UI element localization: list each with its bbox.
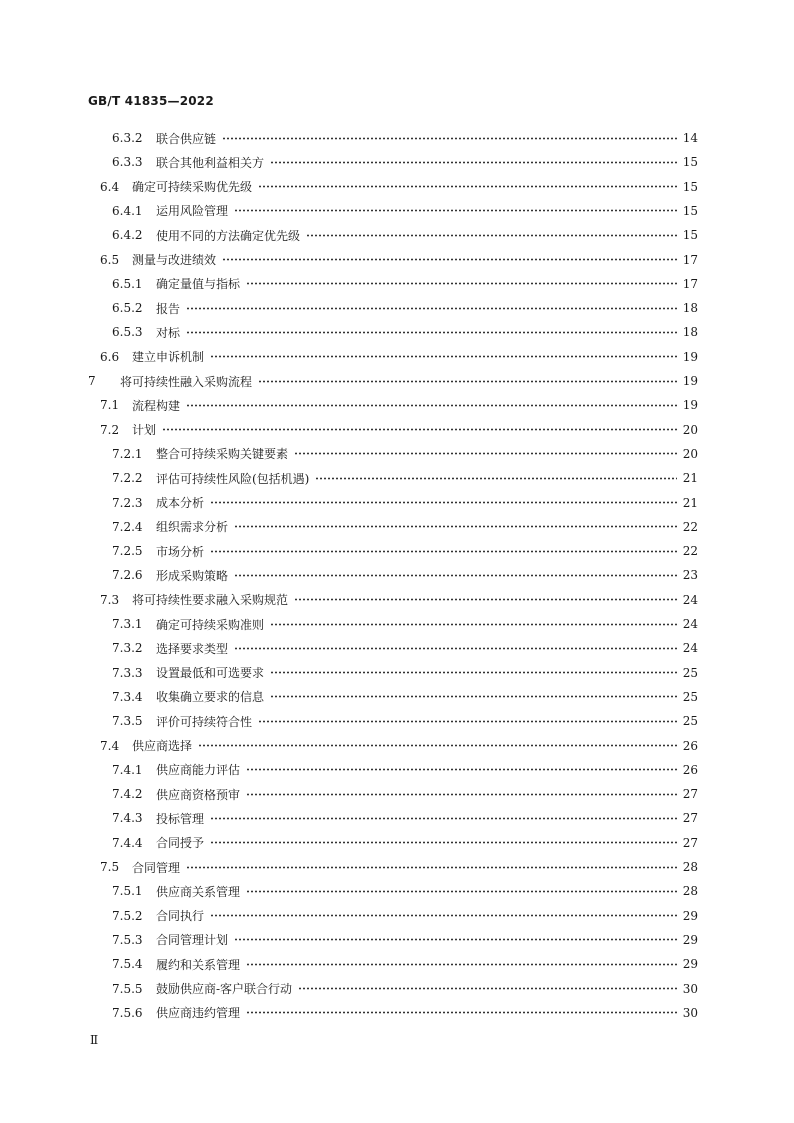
toc-entry[interactable]	[112, 977, 698, 1001]
toc-entry-title: 供应商违约管理	[156, 1006, 241, 1021]
toc-entry[interactable]	[112, 563, 698, 587]
toc-entry-title: 合同管理	[132, 860, 181, 875]
toc-entry-number: 7.5.6	[112, 1005, 143, 1020]
toc-entry-page: 21	[682, 495, 698, 510]
toc-dot-leader	[298, 987, 677, 990]
toc-entry[interactable]	[100, 734, 698, 758]
toc-entry-number: 7.5.1	[112, 884, 143, 899]
toc-entry-title: 成本分析	[156, 496, 205, 510]
toc-entry[interactable]	[112, 296, 698, 320]
toc-entry-title: 设置最低和可选要求	[156, 666, 265, 681]
toc-entry-page: 27	[682, 811, 698, 826]
toc-entry-title: 测量与改进绩效	[132, 253, 217, 267]
toc-entry-number: 7.2.2	[112, 471, 143, 486]
toc-entry-number: 7.4	[100, 738, 120, 753]
toc-dot-leader	[210, 817, 677, 820]
toc-entry-title: 鼓励供应商-客户联合行动	[156, 982, 293, 996]
toc-entry-title: 收集确立要求的信息	[156, 690, 265, 705]
toc-entry-number: 6.3.3	[112, 155, 143, 170]
toc-entry-title: 合同管理计划	[156, 933, 229, 948]
toc-entry-title: 运用风险管理	[156, 204, 229, 219]
toc-entry-number: 6.4	[100, 179, 120, 194]
toc-entry-number: 7.4.3	[112, 811, 143, 826]
toc-entry-page: 21	[682, 471, 698, 486]
toc-entry-page: 15	[682, 228, 698, 243]
toc-entry-page: 29	[682, 957, 698, 972]
toc-entry-page: 30	[682, 981, 698, 996]
toc-dot-leader	[315, 477, 676, 480]
toc-dot-leader	[210, 841, 677, 844]
toc-entry-title: 报告	[156, 301, 181, 316]
toc-dot-leader	[270, 671, 677, 674]
toc-dot-leader	[246, 282, 677, 285]
toc-entry[interactable]	[112, 320, 698, 344]
toc-dot-leader	[246, 1011, 677, 1014]
toc-entry-page: 14	[682, 131, 698, 145]
toc-dot-leader	[198, 744, 677, 747]
toc-entry[interactable]	[100, 588, 698, 612]
toc-entry-page: 18	[682, 325, 698, 340]
toc-dot-leader	[234, 647, 677, 650]
toc-entry-page: 17	[682, 276, 698, 291]
toc-entry[interactable]	[112, 952, 698, 976]
toc-dot-leader	[210, 501, 677, 504]
page-number-footer: Ⅱ	[90, 1033, 99, 1047]
toc-entry-title: 将可持续性融入采购流程	[120, 374, 253, 389]
toc-dot-leader	[162, 428, 677, 431]
toc-entry[interactable]	[112, 758, 698, 782]
toc-entry-number: 7	[88, 374, 96, 388]
toc-dot-leader	[294, 598, 677, 601]
toc-entry-page: 24	[682, 617, 698, 631]
toc-dot-leader	[306, 234, 677, 237]
toc-dot-leader	[234, 209, 677, 212]
toc-entry-page: 15	[682, 155, 698, 170]
toc-entry[interactable]	[112, 661, 698, 685]
toc-entry-number: 6.6	[100, 349, 120, 364]
toc-entry[interactable]	[112, 126, 698, 150]
toc-entry-title: 选择要求类型	[156, 641, 229, 656]
toc-entry[interactable]	[112, 806, 698, 830]
toc-entry[interactable]	[112, 272, 698, 296]
toc-entry-title: 市场分析	[156, 544, 205, 559]
toc-dot-leader	[246, 963, 677, 966]
toc-entry[interactable]	[112, 831, 698, 855]
toc-entry[interactable]	[112, 636, 698, 660]
toc-entry-page: 27	[682, 787, 698, 802]
toc-dot-leader	[210, 914, 677, 917]
toc-entry-number: 7.3.2	[112, 641, 143, 656]
toc-entry-title: 供应商关系管理	[156, 884, 241, 899]
toc-dot-leader	[222, 137, 677, 140]
toc-dot-leader	[258, 185, 677, 188]
toc-entry-number: 7.5.4	[112, 957, 143, 972]
toc-entry-title: 整合可持续采购关键要素	[156, 447, 289, 462]
toc-entry[interactable]	[100, 345, 698, 369]
toc-entry-title: 建立申诉机制	[132, 350, 205, 365]
toc-entry-page: 20	[682, 446, 698, 461]
toc-entry-page: 15	[682, 179, 698, 194]
toc-dot-leader	[246, 793, 677, 796]
toc-dot-leader	[270, 161, 677, 164]
toc-entry-page: 18	[682, 301, 698, 316]
toc-entry-number: 7.3.4	[112, 689, 143, 704]
toc-entry-page: 23	[682, 568, 698, 583]
toc-entry[interactable]	[100, 418, 698, 442]
toc-entry-title: 组织需求分析	[156, 520, 229, 535]
toc-dot-leader	[210, 550, 677, 553]
toc-entry-title: 流程构建	[132, 398, 181, 413]
toc-entry-page: 25	[682, 714, 698, 729]
toc-dot-leader	[186, 404, 677, 407]
toc-entry-page: 22	[682, 519, 698, 534]
toc-entry-number: 7.5.3	[112, 932, 143, 947]
toc-entry-number: 6.4.1	[112, 203, 143, 218]
toc-entry-number: 7.2.3	[112, 495, 143, 510]
toc-entry-page: 19	[682, 374, 698, 388]
toc-entry-number: 7.4.1	[112, 762, 143, 777]
toc-dot-leader	[246, 890, 677, 893]
toc-entry-title: 供应商能力评估	[156, 763, 241, 778]
toc-entry-number: 7.3	[100, 592, 120, 607]
toc-entry-page: 26	[682, 738, 698, 753]
toc-entry[interactable]	[100, 855, 698, 879]
toc-entry-title: 合同执行	[156, 909, 205, 924]
toc-entry-title: 投标管理	[156, 811, 205, 826]
toc-entry-title: 使用不同的方法确定优先级	[156, 228, 301, 243]
toc-entry-title: 评估可持续性风险(包括机遇)	[156, 471, 310, 486]
toc-dot-leader	[186, 331, 677, 334]
toc-entry[interactable]	[112, 491, 698, 515]
toc-entry[interactable]	[112, 685, 698, 709]
toc-entry[interactable]	[112, 709, 698, 733]
toc-entry[interactable]	[100, 175, 698, 199]
toc-entry[interactable]	[100, 393, 698, 417]
toc-dot-leader	[234, 574, 677, 577]
toc-entry-page: 25	[682, 665, 698, 680]
toc-entry-title: 形成采购策略	[156, 568, 229, 583]
toc-entry-title: 供应商选择	[132, 739, 193, 753]
toc-entry[interactable]	[112, 928, 698, 952]
toc-entry-page: 28	[682, 860, 698, 874]
toc-entry-title: 确定可持续采购准则	[156, 617, 265, 632]
toc-entry-number: 7.1	[100, 398, 120, 413]
toc-entry-number: 6.5.2	[112, 301, 143, 316]
toc-entry-page: 19	[682, 398, 698, 413]
toc-entry[interactable]	[112, 612, 698, 636]
toc-dot-leader	[234, 525, 677, 528]
toc-dot-leader	[258, 720, 677, 723]
toc-entry[interactable]	[112, 442, 698, 466]
toc-entry[interactable]	[112, 782, 698, 806]
toc-entry-page: 24	[682, 641, 698, 656]
toc-entry-title: 对标	[156, 325, 181, 340]
toc-entry-page: 15	[682, 203, 698, 218]
toc-entry-title: 联合供应链	[156, 131, 217, 146]
toc-entry-number: 6.5.3	[112, 325, 143, 340]
toc-entry-title: 联合其他利益相关方	[156, 155, 265, 170]
toc-entry-title: 履约和关系管理	[156, 957, 241, 972]
toc-entry-number: 7.2	[100, 422, 120, 437]
toc-entry[interactable]	[112, 1001, 698, 1025]
toc-dot-leader	[270, 695, 677, 698]
toc-dot-leader	[222, 258, 677, 261]
toc-dot-leader	[270, 623, 677, 626]
toc-entry-title: 供应商资格预审	[156, 787, 241, 802]
toc-entry-page: 29	[682, 908, 698, 923]
toc-entry-number: 7.2.6	[112, 568, 143, 583]
toc-entry[interactable]	[88, 369, 698, 393]
toc-entry-page: 17	[682, 252, 698, 267]
toc-entry-title: 计划	[132, 423, 157, 438]
toc-entry-title: 评价可持续符合性	[156, 714, 253, 729]
toc-entry-number: 7.3.3	[112, 665, 143, 680]
toc-dot-leader	[234, 938, 677, 941]
toc-entry-title: 将可持续性要求融入采购规范	[132, 593, 289, 608]
toc-entry-number: 7.2.5	[112, 544, 143, 559]
toc-entry[interactable]	[112, 515, 698, 539]
toc-entry-number: 7.4.2	[112, 787, 143, 802]
toc-entry-page: 30	[682, 1005, 698, 1020]
toc-entry-number: 6.5	[100, 252, 120, 267]
toc-entry[interactable]	[112, 879, 698, 903]
toc-entry[interactable]	[112, 539, 698, 563]
toc-entry-title: 确定可持续采购优先级	[132, 180, 253, 195]
toc-entry-title: 合同授予	[156, 836, 205, 851]
toc-entry-number: 7.5	[100, 860, 120, 874]
toc-entry-number: 7.4.4	[112, 835, 143, 850]
toc-dot-leader	[258, 380, 677, 383]
toc-entry-number: 7.3.1	[112, 617, 143, 631]
toc-entry[interactable]	[100, 248, 698, 272]
toc-entry-page: 25	[682, 689, 698, 704]
toc-entry[interactable]	[112, 466, 698, 490]
toc-entry-page: 22	[682, 544, 698, 559]
toc-dot-leader	[186, 307, 677, 310]
toc-entry[interactable]	[112, 199, 698, 223]
toc-entry-page: 29	[682, 932, 698, 947]
toc-entry-page: 20	[682, 422, 698, 437]
toc-entry-page: 27	[682, 835, 698, 850]
toc-entry-page: 26	[682, 762, 698, 777]
toc-entry[interactable]	[112, 904, 698, 928]
toc-entry-number: 6.3.2	[112, 131, 143, 145]
toc-dot-leader	[186, 866, 677, 869]
toc-entry-number: 7.5.2	[112, 908, 143, 923]
toc-entry-number: 7.2.1	[112, 446, 143, 461]
toc-entry-title: 确定量值与指标	[156, 277, 241, 292]
toc-entry-page: 28	[682, 884, 698, 899]
toc-entry-number: 7.3.5	[112, 714, 143, 729]
toc-dot-leader	[210, 355, 677, 358]
toc-entry-number: 7.5.5	[112, 981, 143, 996]
toc-entry-number: 6.5.1	[112, 276, 143, 291]
toc-dot-leader	[246, 768, 677, 771]
toc-entry-number: 7.2.4	[112, 519, 143, 534]
toc-entry-number: 6.4.2	[112, 228, 143, 243]
toc-dot-leader	[294, 452, 677, 455]
toc-entry[interactable]	[112, 223, 698, 247]
toc-entry[interactable]	[112, 150, 698, 174]
toc-entry-page: 24	[682, 592, 698, 607]
toc-entry-page: 19	[682, 349, 698, 364]
standard-number-header: GB/T 41835—2022	[88, 94, 214, 108]
